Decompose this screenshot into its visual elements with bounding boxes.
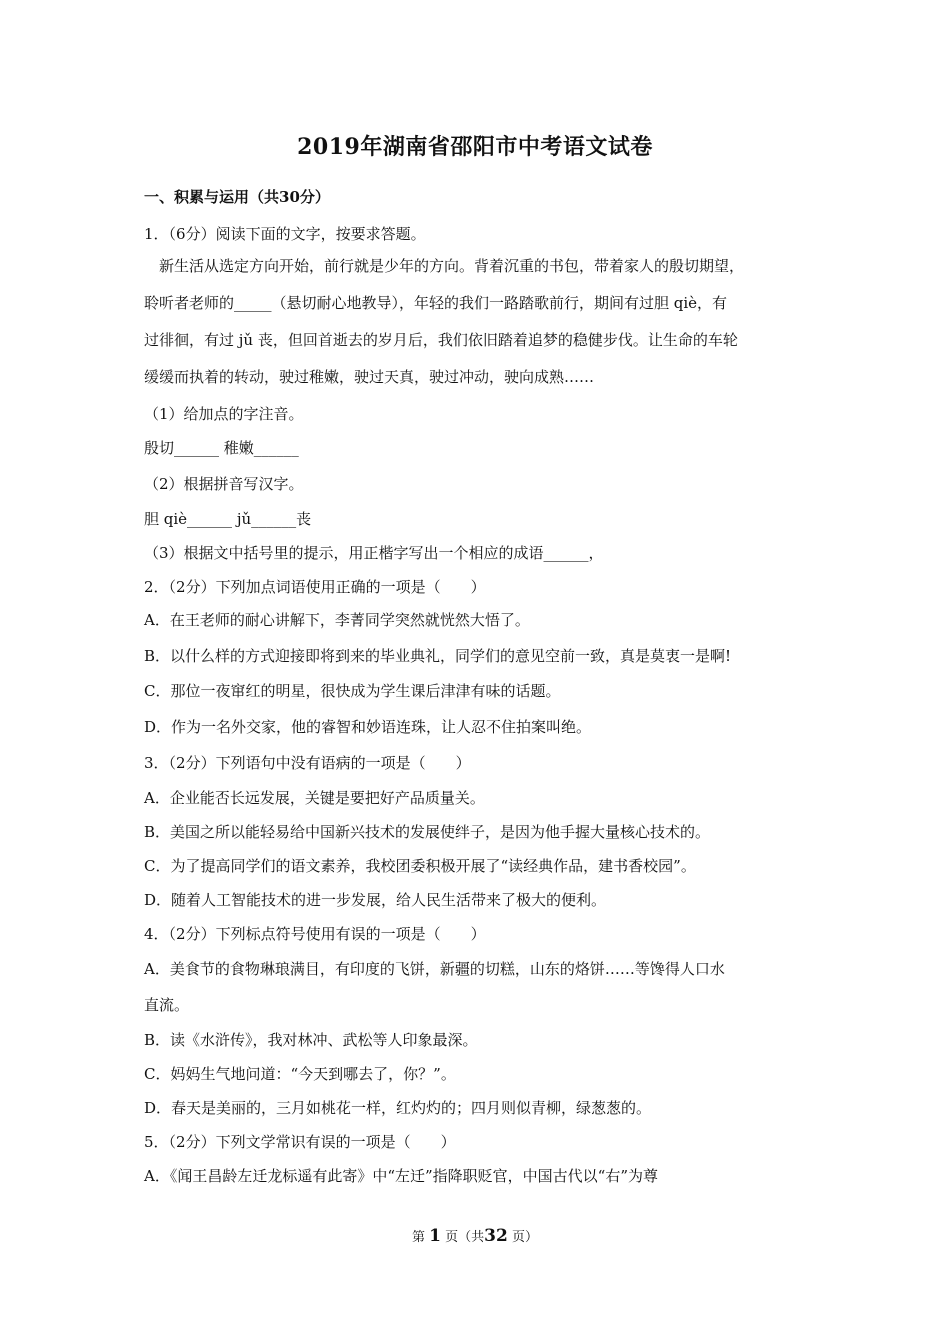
q3-option-d: D．随着人工智能技术的进一步发展，给人民生活带来了极大的便利。	[144, 891, 607, 909]
footer-mid: 页（共	[445, 1230, 485, 1245]
q1-stem: 1．（6分）阅读下面的文字，按要求答题。	[144, 225, 426, 243]
q2-option-a: A．在王老师的耐心讲解下，李菁同学突然就恍然大悟了。	[144, 611, 530, 629]
q2-stem: 2．（2分）下列加点词语使用正确的一项是（ ）	[144, 578, 486, 596]
q1-passage-line: 新生活从选定方向开始，前行就是少年的方向。背着沉重的书包，带着家人的殷切期望，	[144, 257, 745, 275]
q1-passage-line: 缓缓而执着的转动，驶过稚嫩，驶过天真，驶过冲动，驶向成熟……	[144, 368, 595, 386]
q3-option-c: C．为了提高同学们的语文素养，我校团委积极开展了“读经典作品，建书香校园”。	[144, 857, 696, 875]
q4-option-a-cont: 直流。	[144, 996, 190, 1014]
q2-option-c: C．那位一夜窜红的明星，很快成为学生课后津津有味的话题。	[144, 682, 561, 700]
q4-option-b: B．读《水浒传》，我对林冲、武松等人印象最深。	[144, 1031, 478, 1049]
q3-option-b: B．美国之所以能轻易给中国新兴技术的发展使绊子，是因为他手握大量核心技术的。	[144, 823, 711, 841]
exam-title: 2019年湖南省邵阳市中考语文试卷	[297, 134, 653, 160]
section-heading: 一、积累与运用（共30分）	[144, 188, 330, 206]
q5-option-a: A．《闻王昌龄左迁龙标遥有此寄》中“左迁”指降职贬官，中国古代以“右”为尊	[144, 1167, 659, 1185]
footer-prefix: 第	[412, 1230, 426, 1245]
q2-option-d: D．作为一名外交家，他的睿智和妙语连珠，让人忍不住拍案叫绝。	[144, 718, 592, 736]
q3-stem: 3．（2分）下列语句中没有语病的一项是（ ）	[144, 754, 471, 772]
q4-stem: 4．（2分）下列标点符号使用有误的一项是（ ）	[144, 925, 486, 943]
footer-suffix: 页）	[511, 1230, 538, 1245]
footer-page-number: 1	[429, 1226, 441, 1246]
q1-sub1: （1）给加点的字注音。	[144, 405, 304, 423]
q1-sub2: （2）根据拼音写汉字。	[144, 475, 304, 493]
q2-option-b: B．以什么样的方式迎接即将到来的毕业典礼，同学们的意见空前一致，真是莫衷一是啊!	[144, 647, 732, 665]
footer-total-pages: 32	[484, 1226, 508, 1246]
q4-option-d: D．春天是美丽的，三月如桃花一样，红灼灼的；四月则似青柳，绿葱葱的。	[144, 1099, 652, 1117]
q1-sub3: （3）根据文中括号里的提示，用正楷字写出一个相应的成语______，	[144, 544, 604, 562]
q4-option-a: A．美食节的食物琳琅满目，有印度的飞饼，新疆的切糕，山东的烙饼……等馋得人口水	[144, 960, 725, 978]
q1-sub1-answer: 殷切______ 稚嫩______	[144, 439, 299, 457]
q3-option-a: A．企业能否长远发展，关键是要把好产品质量关。	[144, 789, 485, 807]
page-footer	[0, 1226, 950, 1246]
q1-passage-line: 过徘徊，有过 jǔ 丧，但回首逝去的岁月后，我们依旧踏着追梦的稳健步伐。让生命的车轮	[144, 331, 738, 349]
q1-passage-line: 聆听者老师的_____（悬切耐心地教导），年轻的我们一路踏歌前行，期间有过胆 qiè，有	[144, 294, 728, 312]
q5-stem: 5．（2分）下列文学常识有误的一项是（ ）	[144, 1133, 456, 1151]
q4-option-c: C．妈妈生气地问道：“今天到哪去了，你？”。	[144, 1065, 456, 1083]
q1-sub2-answer: 胆 qiè______ jǔ______丧	[144, 510, 312, 528]
